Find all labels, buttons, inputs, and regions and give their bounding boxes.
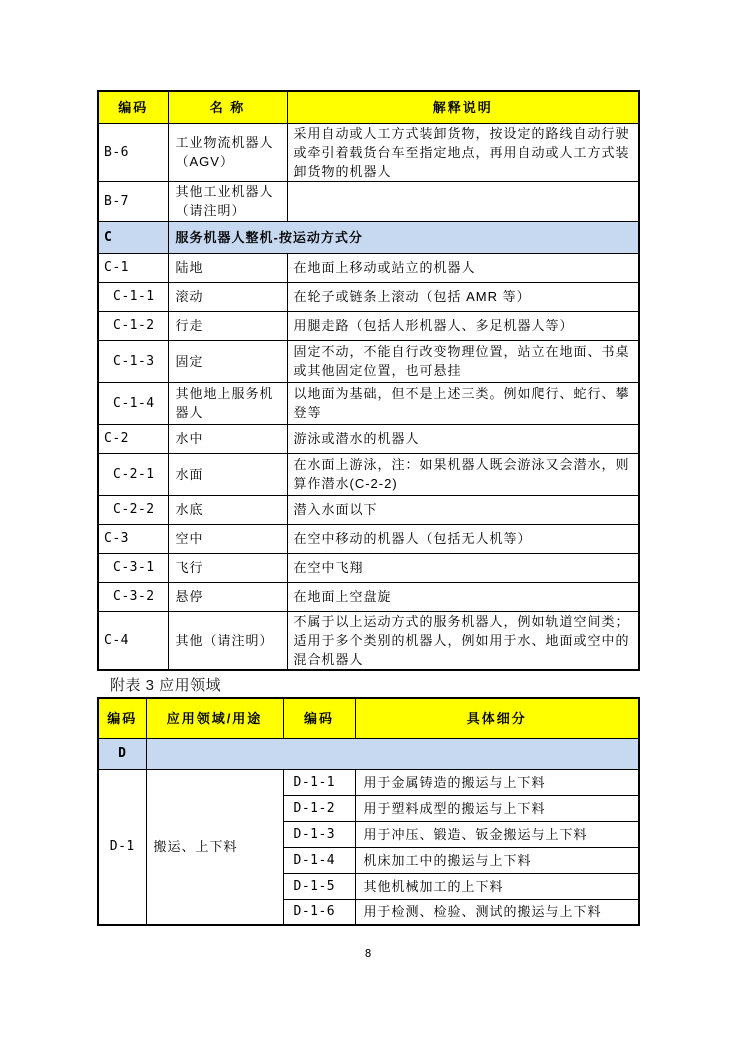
code-cell: D-1-6 [283,899,355,925]
desc-cell: 以地面为基础，但不是上述三类。例如爬行、蛇行、攀登等 [287,382,639,424]
table-row [98,582,639,611]
code-cell: B-6 [98,123,168,181]
desc-cell: 用于塑料成型的搬运与上下料 [355,795,639,821]
desc-cell: 游泳或潜水的机器人 [287,424,639,453]
desc-cell: 机床加工中的搬运与上下料 [355,847,639,873]
group-name-cell: 搬运、上下料 [146,769,283,925]
header-cell-area: 应用领域/用途 [146,698,283,738]
code-cell: C-3-2 [98,582,168,611]
desc-cell: 用于金属铸造的搬运与上下料 [355,769,639,795]
desc-cell: 用腿走路（包括人形机器人、多足机器人等） [287,311,639,340]
table-row [98,253,639,282]
name-cell: 滚动 [168,282,287,311]
table-row [98,181,639,221]
table-row [98,311,639,340]
desc-cell: 用于检测、检验、测试的搬运与上下料 [355,899,639,925]
name-cell: 悬停 [168,582,287,611]
name-cell: 水面 [168,453,287,495]
name-cell: 水中 [168,424,287,453]
section-code-cell: C [98,221,168,253]
name-cell: 行走 [168,311,287,340]
section-row-d [98,738,639,769]
header-cell-code2: 编码 [283,698,355,738]
desc-cell [287,181,639,221]
table-row [98,611,639,670]
table-row [98,495,639,524]
desc-cell: 潜入水面以下 [287,495,639,524]
header-cell-desc: 解释说明 [287,91,639,123]
appendix-table-title: 附表 3 应用领域 [110,677,222,694]
section-title-cell: 服务机器人整机-按运动方式分 [168,221,639,253]
code-cell: D-1-2 [283,795,355,821]
desc-cell: 在轮子或链条上滚动（包括 AMR 等） [287,282,639,311]
code-cell: C-2-2 [98,495,168,524]
code-cell: C-1-4 [98,382,168,424]
table-row [98,424,639,453]
table-header-row [98,698,639,738]
code-cell: C-1 [98,253,168,282]
code-cell: D-1-3 [283,821,355,847]
section-code-cell: D [98,738,146,769]
desc-cell: 在地面上移动或站立的机器人 [287,253,639,282]
code-cell: C-3-1 [98,553,168,582]
desc-cell: 在空中移动的机器人（包括无人机等） [287,524,639,553]
name-cell: 陆地 [168,253,287,282]
robot-classification-table [97,90,640,671]
application-area-table [97,697,640,926]
code-cell: C-1-3 [98,340,168,382]
header-cell-code: 编码 [98,91,168,123]
code-cell: C-1-1 [98,282,168,311]
table-row [98,553,639,582]
name-cell: 其他（请注明） [168,611,287,670]
code-cell: D-1-5 [283,873,355,899]
code-cell: D-1-4 [283,847,355,873]
group-code-cell: D-1 [98,769,146,925]
name-cell: 其他工业机器人（请注明） [168,181,287,221]
name-cell: 空中 [168,524,287,553]
table-row [98,340,639,382]
code-cell: D-1-1 [283,769,355,795]
name-cell: 水底 [168,495,287,524]
name-cell: 其他地上服务机器人 [168,382,287,424]
section-title-cell [146,738,639,769]
desc-cell: 在地面上空盘旋 [287,582,639,611]
code-cell: B-7 [98,181,168,221]
table-row [98,382,639,424]
name-cell: 固定 [168,340,287,382]
desc-cell: 不属于以上运动方式的服务机器人，例如轨道空间类；适用于多个类别的机器人，例如用于水、地面或空中的混合机器人 [287,611,639,670]
code-cell: C-4 [98,611,168,670]
desc-cell: 用于冲压、锻造、钣金搬运与上下料 [355,821,639,847]
code-cell: C-3 [98,524,168,553]
table-row [98,123,639,181]
section-row-c [98,221,639,253]
table-header-row [98,91,639,123]
desc-cell: 固定不动，不能自行改变物理位置，站立在地面、书桌或其他固定位置，也可悬挂 [287,340,639,382]
desc-cell: 其他机械加工的上下料 [355,873,639,899]
code-cell: C-2 [98,424,168,453]
desc-cell: 在空中飞翔 [287,553,639,582]
desc-cell: 在水面上游泳，注：如果机器人既会游泳又会潜水，则算作潜水(C-2-2) [287,453,639,495]
page-number: 8 [364,947,372,960]
name-cell: 飞行 [168,553,287,582]
table-row [98,282,639,311]
desc-cell: 采用自动或人工方式装卸货物，按设定的路线自动行驶或牵引着载货台车至指定地点，再用自动或人工方式装卸货物的机器人 [287,123,639,181]
name-cell: 工业物流机器人（AGV） [168,123,287,181]
table-row [98,524,639,553]
header-cell-name: 名 称 [168,91,287,123]
header-cell-detail: 具体细分 [355,698,639,738]
header-cell-code1: 编码 [98,698,146,738]
table-row [98,769,639,795]
code-cell: C-2-1 [98,453,168,495]
table-row [98,453,639,495]
code-cell: C-1-2 [98,311,168,340]
